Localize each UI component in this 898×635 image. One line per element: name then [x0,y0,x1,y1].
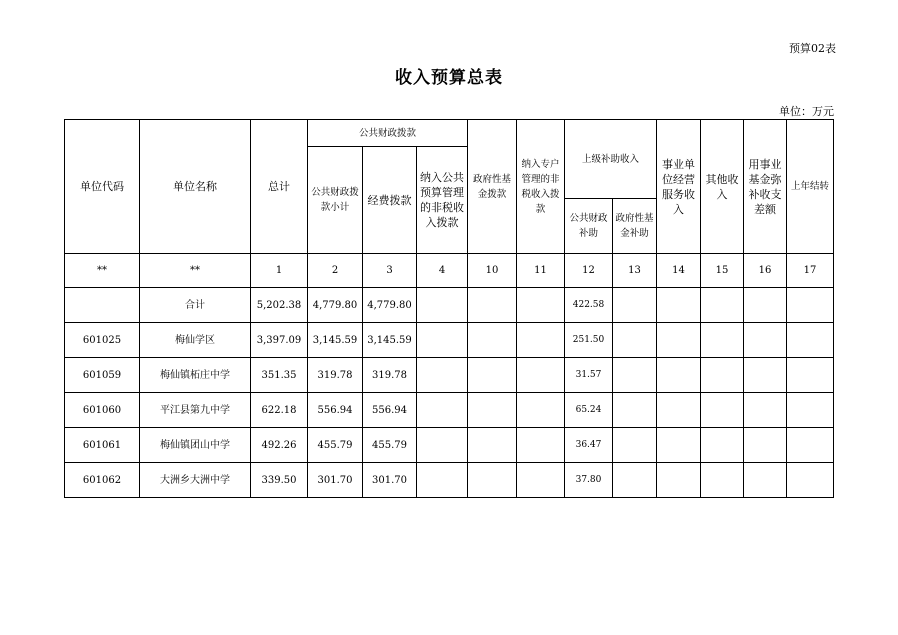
index-row [65,254,834,288]
cell-fund-balance [744,393,787,428]
cell-ss-public: 422.58 [565,288,613,323]
cell-other-income [701,323,744,358]
cell-unit-code: 601061 [65,428,140,463]
header-unit-code: 单位代码 [65,120,140,254]
header-business-income: 事业单位经营服务收入 [657,120,701,254]
cell-ss-public: 31.57 [565,358,613,393]
cell-ss-public: 37.80 [565,463,613,498]
cell-gov-fund [468,358,517,393]
index-cell: ** [140,254,251,288]
cell-special-nontax [517,463,565,498]
header-other-income: 其他收入 [701,120,744,254]
index-cell: 14 [657,254,701,288]
header-ss-public: 公共财政补助 [565,199,613,254]
cell-special-nontax [517,323,565,358]
header-pf-subtotal: 公共财政拨款小计 [308,147,363,254]
table-row [65,463,834,498]
cell-ss-gov-fund [613,358,657,393]
cell-ss-public: 251.50 [565,323,613,358]
cell-business-income [657,323,701,358]
cell-total: 339.50 [251,463,308,498]
header-public-finance: 公共财政拨款 [308,120,468,147]
cell-pf-nontax [417,323,468,358]
cell-total: 622.18 [251,393,308,428]
cell-carryover [787,463,834,498]
unit-label: 单位：万元 [779,105,834,118]
header-fund-balance: 用事业基金弥补收支差额 [744,120,787,254]
cell-total: 351.35 [251,358,308,393]
cell-ss-gov-fund [613,428,657,463]
table-row [65,393,834,428]
cell-business-income [657,428,701,463]
cell-total: 492.26 [251,428,308,463]
cell-gov-fund [468,463,517,498]
income-budget-table [64,119,834,498]
table-row [65,428,834,463]
index-cell: 1 [251,254,308,288]
index-cell: 17 [787,254,834,288]
cell-pf-expense: 4,779.80 [363,288,417,323]
page-title: 收入预算总表 [395,68,503,88]
table-body [65,254,834,498]
index-cell: 15 [701,254,744,288]
cell-other-income [701,463,744,498]
cell-business-income [657,288,701,323]
cell-carryover [787,288,834,323]
cell-pf-expense: 455.79 [363,428,417,463]
header-carryover: 上年结转 [787,120,834,254]
cell-special-nontax [517,288,565,323]
cell-fund-balance [744,463,787,498]
cell-business-income [657,463,701,498]
cell-gov-fund [468,428,517,463]
cell-gov-fund [468,323,517,358]
cell-unit-code: 601062 [65,463,140,498]
cell-fund-balance [744,428,787,463]
cell-unit-code: 601060 [65,393,140,428]
cell-fund-balance [744,288,787,323]
cell-pf-nontax [417,393,468,428]
cell-special-nontax [517,393,565,428]
cell-pf-expense: 301.70 [363,463,417,498]
index-cell: 2 [308,254,363,288]
header-ss-gov-fund: 政府性基金补助 [613,199,657,254]
cell-pf-expense: 319.78 [363,358,417,393]
cell-unit-name: 梅仙镇团山中学 [140,428,251,463]
cell-fund-balance [744,358,787,393]
header-total: 总计 [251,120,308,254]
index-cell: 3 [363,254,417,288]
header-special-nontax: 纳入专户管理的非税收入拨款 [517,120,565,254]
cell-unit-code: 601025 [65,323,140,358]
cell-unit-code [65,288,140,323]
cell-ss-gov-fund [613,323,657,358]
cell-carryover [787,358,834,393]
cell-pf-subtotal: 4,779.80 [308,288,363,323]
cell-carryover [787,393,834,428]
cell-pf-nontax [417,358,468,393]
cell-pf-subtotal: 556.94 [308,393,363,428]
cell-ss-public: 36.47 [565,428,613,463]
cell-pf-subtotal: 3,145.59 [308,323,363,358]
cell-business-income [657,358,701,393]
cell-carryover [787,323,834,358]
cell-pf-expense: 3,145.59 [363,323,417,358]
cell-other-income [701,358,744,393]
cell-gov-fund [468,393,517,428]
header-superior-subsidy: 上级补助收入 [565,120,657,199]
header-pf-nontax: 纳入公共预算管理的非税收入拨款 [417,147,468,254]
cell-ss-public: 65.24 [565,393,613,428]
index-cell: 12 [565,254,613,288]
cell-unit-name: 梅仙镇柘庄中学 [140,358,251,393]
index-cell: 11 [517,254,565,288]
table-row [65,288,834,323]
index-cell: ** [65,254,140,288]
cell-pf-subtotal: 301.70 [308,463,363,498]
cell-pf-subtotal: 319.78 [308,358,363,393]
cell-unit-name: 大洲乡大洲中学 [140,463,251,498]
header-unit-name: 单位名称 [140,120,251,254]
table-row [65,358,834,393]
cell-special-nontax [517,358,565,393]
cell-unit-name: 合计 [140,288,251,323]
cell-business-income [657,393,701,428]
header-pf-expense: 经费拨款 [363,147,417,254]
cell-unit-name: 平江县第九中学 [140,393,251,428]
cell-ss-gov-fund [613,463,657,498]
index-cell: 13 [613,254,657,288]
cell-total: 3,397.09 [251,323,308,358]
cell-fund-balance [744,323,787,358]
cell-ss-gov-fund [613,393,657,428]
cell-other-income [701,393,744,428]
table-row [65,323,834,358]
header-gov-fund: 政府性基金拨款 [468,120,517,254]
cell-unit-name: 梅仙学区 [140,323,251,358]
cell-unit-code: 601059 [65,358,140,393]
index-cell: 10 [468,254,517,288]
cell-total: 5,202.38 [251,288,308,323]
cell-pf-nontax [417,288,468,323]
index-cell: 16 [744,254,787,288]
cell-pf-nontax [417,428,468,463]
form-number: 预算02表 [789,42,836,55]
cell-pf-subtotal: 455.79 [308,428,363,463]
cell-special-nontax [517,428,565,463]
cell-gov-fund [468,288,517,323]
cell-pf-nontax [417,463,468,498]
cell-ss-gov-fund [613,288,657,323]
cell-other-income [701,288,744,323]
cell-carryover [787,428,834,463]
index-cell: 4 [417,254,468,288]
cell-pf-expense: 556.94 [363,393,417,428]
cell-other-income [701,428,744,463]
